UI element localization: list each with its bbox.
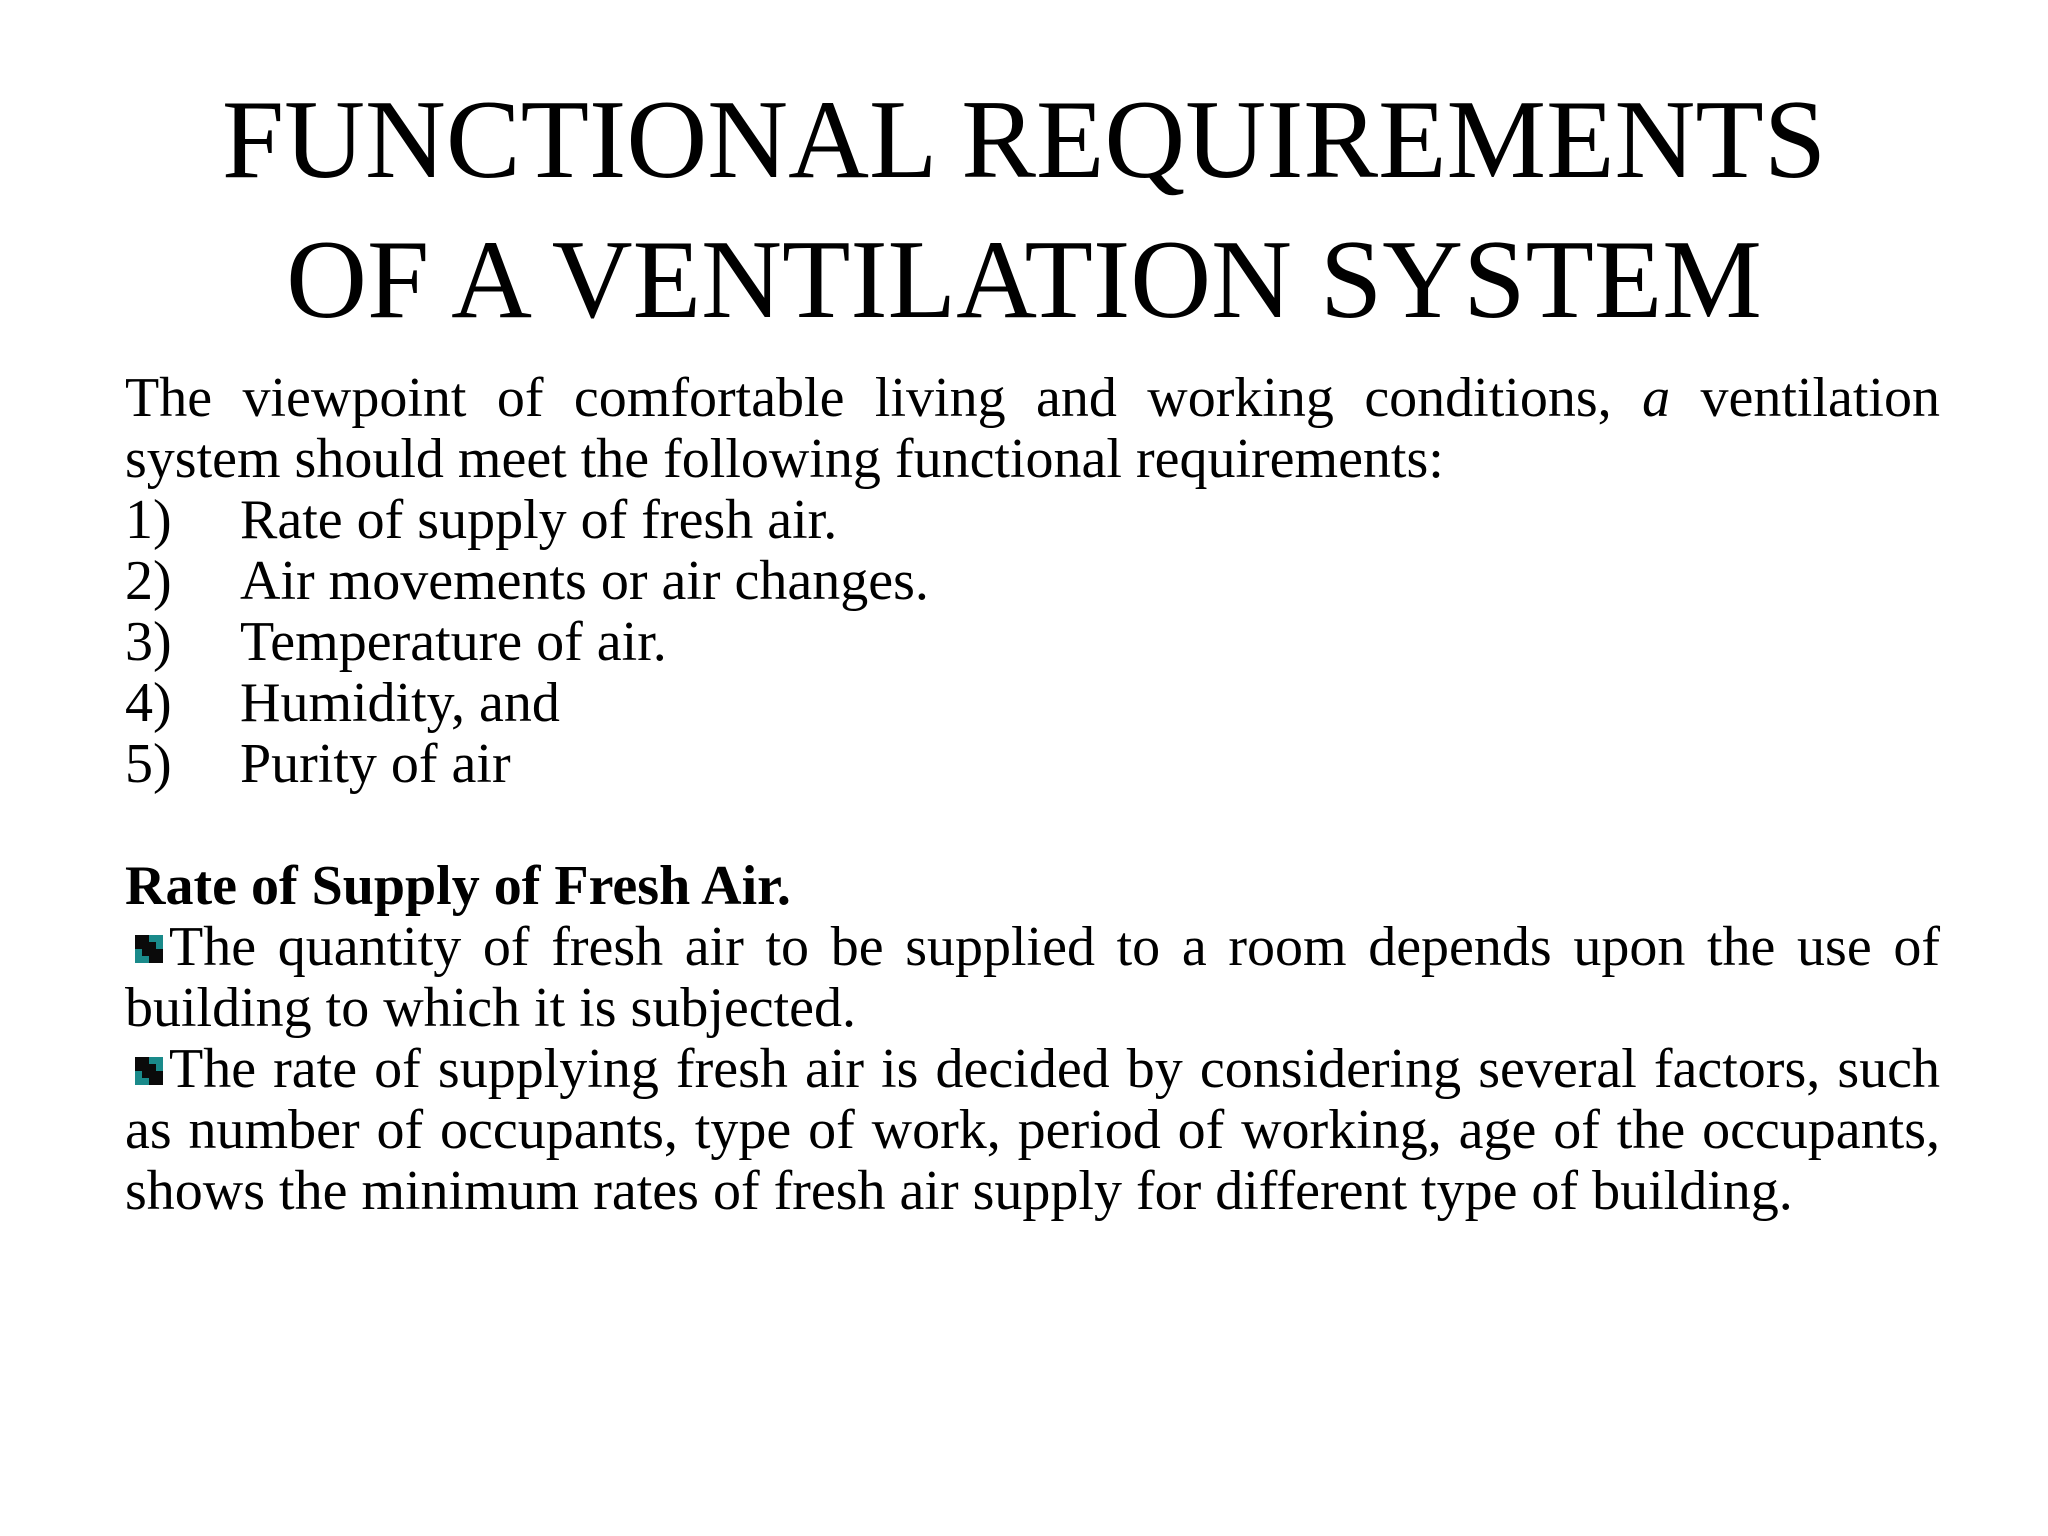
- list-text: Temperature of air.: [240, 611, 667, 673]
- slide-body: [125, 368, 1940, 1222]
- list-number: 5): [125, 733, 172, 795]
- slide-title: [100, 70, 1948, 350]
- square-bullet-icon: [135, 1057, 163, 1085]
- list-number: 2): [125, 550, 172, 612]
- list-number: 1): [125, 489, 172, 551]
- intro-paragraph: [125, 368, 1940, 490]
- spacer: [125, 795, 1940, 856]
- list-item: [125, 490, 1940, 551]
- list-text: Purity of air: [240, 733, 511, 795]
- list-item: [125, 673, 1940, 734]
- list-text: Humidity, and: [240, 672, 560, 734]
- bullet-paragraph-1: [125, 917, 1940, 1039]
- title-line-1: FUNCTIONAL REQUIREMENTS: [221, 78, 1827, 202]
- list-item: [125, 734, 1940, 795]
- bullet-text: The rate of supplying fresh air is decided by considering several factors, such as number of occupants, type of work, period of working, age of the occupants, shows the minimum rates of fresh air supply for different type of building.: [125, 1038, 1940, 1222]
- list-text: Rate of supply of fresh air.: [240, 489, 838, 551]
- bullet-paragraph-2: [125, 1039, 1940, 1222]
- intro-text: The viewpoint of comfortable living and working conditions,: [125, 367, 1643, 429]
- list-number: 3): [125, 611, 172, 673]
- requirements-list: [125, 490, 1940, 795]
- intro-italic-a: a: [1642, 367, 1671, 429]
- list-text: Air movements or air changes.: [240, 550, 929, 612]
- title-line-2: OF A VENTILATION SYSTEM: [286, 218, 1762, 342]
- list-number: 4): [125, 672, 172, 734]
- square-bullet-icon: [135, 935, 163, 963]
- list-item: [125, 612, 1940, 673]
- bullet-text: The quantity of fresh air to be supplied to a room depends upon the use of building to which it is subjected.: [125, 916, 1940, 1039]
- list-item: [125, 551, 1940, 612]
- section-subheading: Rate of Supply of Fresh Air.: [125, 855, 791, 917]
- intro-text-end: ventilation system should meet the following functional requirements:: [125, 367, 1940, 490]
